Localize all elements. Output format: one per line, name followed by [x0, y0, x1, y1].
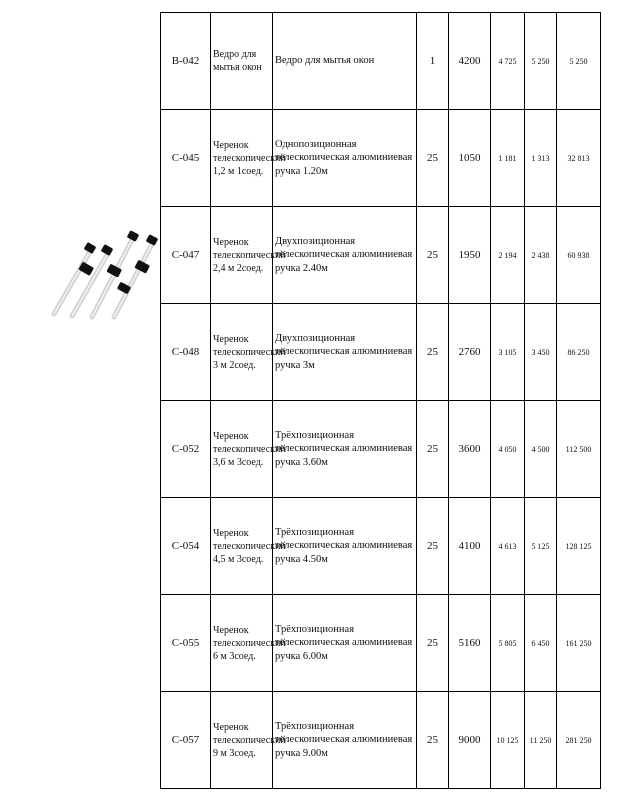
price-level-3: 4 500: [525, 401, 557, 498]
price-level-3: 3 450: [525, 304, 557, 401]
table-row: [161, 304, 601, 401]
article-code: C-047: [161, 207, 211, 304]
pack-quantity: 25: [417, 498, 449, 595]
telescopic-poles-photo: [48, 222, 160, 318]
base-price: 2760: [449, 304, 491, 401]
product-name: Черенок телескопический 1,2 м 1соед.: [211, 110, 273, 207]
base-price: 1050: [449, 110, 491, 207]
article-code: C-057: [161, 692, 211, 789]
base-price: 4200: [449, 13, 491, 110]
product-description: Ведро для мытья окон: [273, 13, 417, 110]
pack-quantity: 25: [417, 401, 449, 498]
price-level-3: 1 313: [525, 110, 557, 207]
base-price: 1950: [449, 207, 491, 304]
table-row: [161, 401, 601, 498]
pack-total: 112 500: [557, 401, 601, 498]
article-code: C-045: [161, 110, 211, 207]
table-row: [161, 207, 601, 304]
pack-total: 86 250: [557, 304, 601, 401]
product-description: Трёхпозиционная телескопическая алюминиевая ручка 9.00м: [273, 692, 417, 789]
pack-quantity: 25: [417, 595, 449, 692]
pack-total: 281 250: [557, 692, 601, 789]
product-description: Двухпозиционная телескопическая алюминиевая ручка 3м: [273, 304, 417, 401]
price-level-3: 5 250: [525, 13, 557, 110]
article-code: C-048: [161, 304, 211, 401]
price-level-3: 6 450: [525, 595, 557, 692]
base-price: 5160: [449, 595, 491, 692]
price-level-3: 2 438: [525, 207, 557, 304]
table-row: [161, 595, 601, 692]
base-price: 4100: [449, 498, 491, 595]
product-name: Черенок телескопический 9 м 3соед.: [211, 692, 273, 789]
article-code: C-052: [161, 401, 211, 498]
product-description: Однопозиционная телескопическая алюминиевая ручка 1.20м: [273, 110, 417, 207]
product-name: Черенок телескопический 2,4 м 2соед.: [211, 207, 273, 304]
price-level-2: 4 613: [491, 498, 525, 595]
price-level-2: 10 125: [491, 692, 525, 789]
product-name: Черенок телескопический 6 м 3соед.: [211, 595, 273, 692]
pack-total: 5 250: [557, 13, 601, 110]
pack-total: 128 125: [557, 498, 601, 595]
price-level-2: 1 181: [491, 110, 525, 207]
price-level-2: 4 050: [491, 401, 525, 498]
pack-quantity: 1: [417, 13, 449, 110]
article-code: B-042: [161, 13, 211, 110]
product-description: Двухпозиционная телескопическая алюминиевая ручка 2.40м: [273, 207, 417, 304]
price-level-3: 11 250: [525, 692, 557, 789]
price-level-2: 5 805: [491, 595, 525, 692]
price-level-2: 3 105: [491, 304, 525, 401]
table-row: [161, 110, 601, 207]
product-description: Трёхпозиционная телескопическая алюминиевая ручка 4.50м: [273, 498, 417, 595]
price-level-3: 5 125: [525, 498, 557, 595]
pack-total: 32 813: [557, 110, 601, 207]
pack-quantity: 25: [417, 304, 449, 401]
pack-quantity: 25: [417, 207, 449, 304]
pack-total: 161 250: [557, 595, 601, 692]
product-name: Черенок телескопический 3,6 м 3соед.: [211, 401, 273, 498]
price-table: [160, 12, 601, 789]
base-price: 3600: [449, 401, 491, 498]
product-name: Ведро для мытья окон: [211, 13, 273, 110]
product-name: Черенок телескопический 4,5 м 3соед.: [211, 498, 273, 595]
article-code: C-055: [161, 595, 211, 692]
pack-total: 60 938: [557, 207, 601, 304]
pack-quantity: 25: [417, 110, 449, 207]
price-level-2: 2 194: [491, 207, 525, 304]
pack-quantity: 25: [417, 692, 449, 789]
price-level-2: 4 725: [491, 13, 525, 110]
product-name: Черенок телескопический 3 м 2соед.: [211, 304, 273, 401]
table-row: [161, 498, 601, 595]
table-row: [161, 692, 601, 789]
base-price: 9000: [449, 692, 491, 789]
article-code: C-054: [161, 498, 211, 595]
product-description: Трёхпозиционная телескопическая алюминиевая ручка 6.00м: [273, 595, 417, 692]
product-description: Трёхпозиционная телескопическая алюминиевая ручка 3.60м: [273, 401, 417, 498]
table-row: [161, 13, 601, 110]
